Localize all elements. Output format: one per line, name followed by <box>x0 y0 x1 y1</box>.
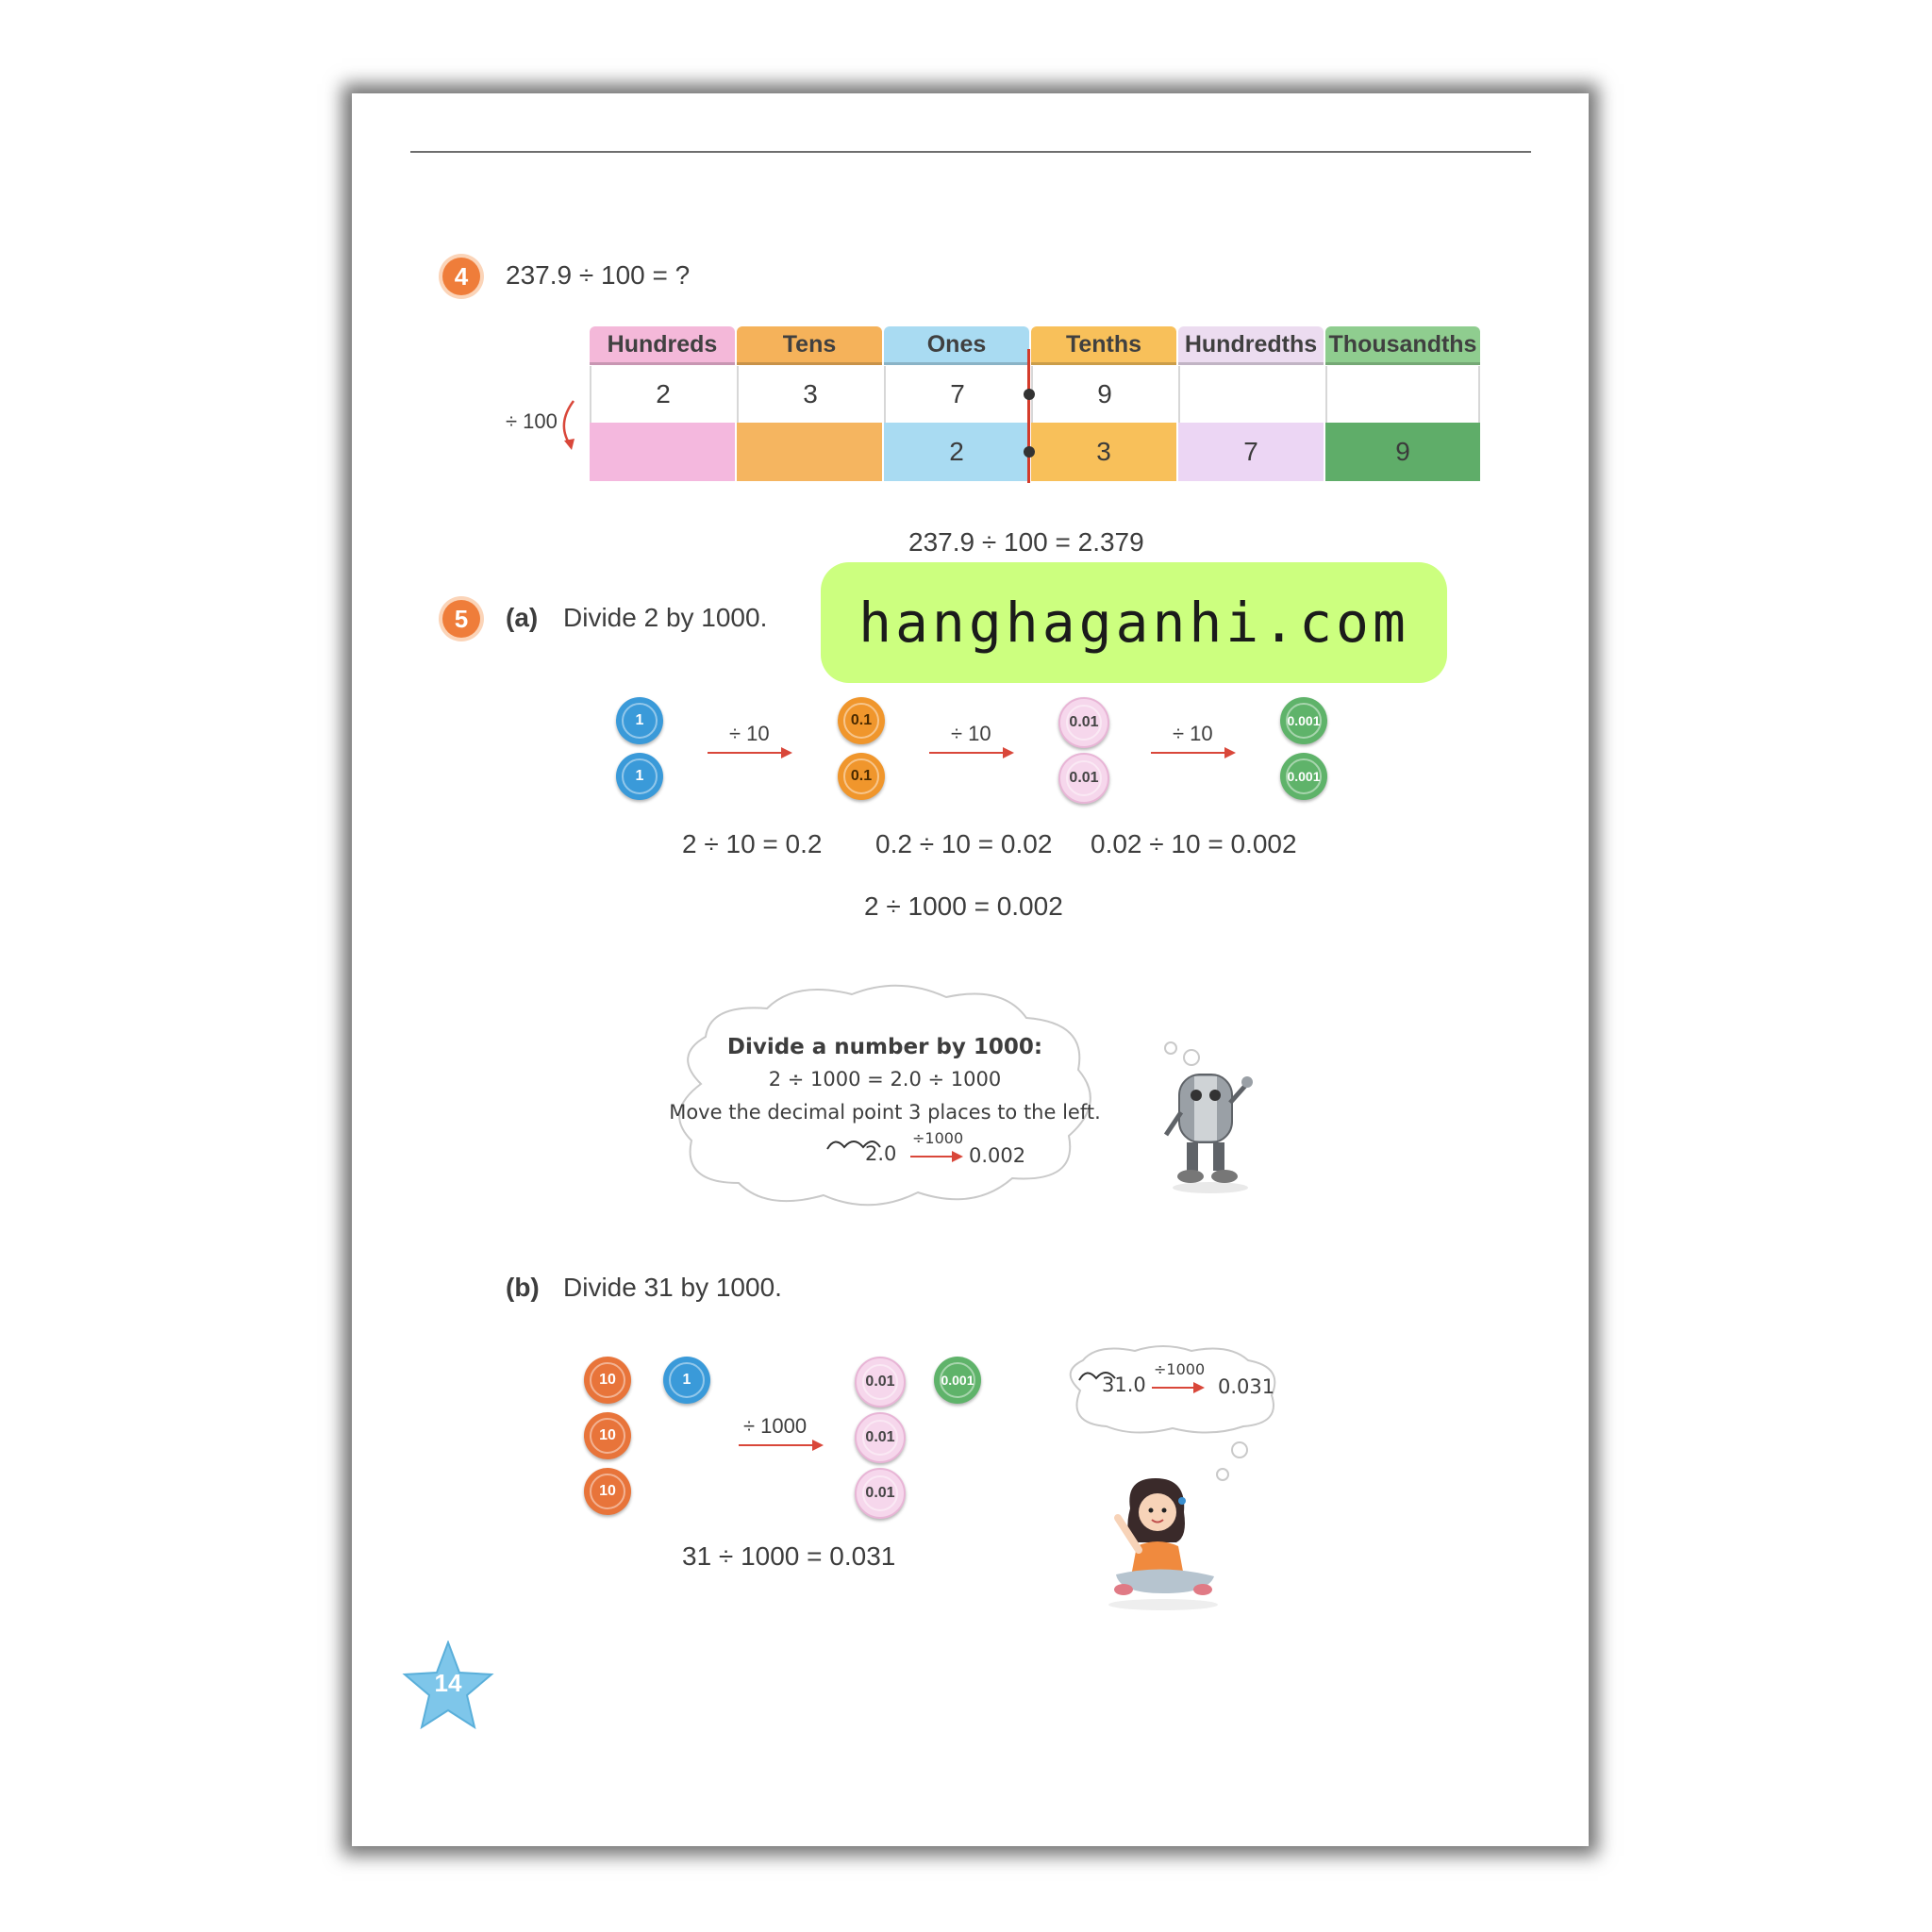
decimal-point-row1 <box>1024 389 1035 400</box>
disc-ten: 10 <box>584 1357 631 1404</box>
disc-thousandth: 0.001 <box>934 1357 981 1404</box>
bubble-op: ÷1000 <box>1154 1360 1206 1378</box>
cell-row1-tenths: 9 <box>1031 366 1176 423</box>
bubble-from: 31.0 <box>1102 1374 1146 1396</box>
cell-row1-tens: 3 <box>737 366 882 423</box>
header-thousandths: Thousandths <box>1325 326 1480 365</box>
cell-row2-tenths: 3 <box>1031 423 1176 481</box>
cell-row2-tens <box>737 423 882 481</box>
disc-ten: 10 <box>584 1412 631 1459</box>
disc-hundredth: 0.01 <box>855 1412 906 1463</box>
divide-1000-label: ÷ 1000 <box>743 1414 808 1438</box>
question-4-text: 237.9 ÷ 100 = ? <box>506 260 691 290</box>
question-5-badge: 5 <box>442 600 480 638</box>
decimal-line <box>1027 349 1030 483</box>
cell-row2-hundredths: 7 <box>1178 423 1324 481</box>
girl-character-icon <box>1097 1471 1229 1612</box>
disc-thousandth: 0.001 <box>1280 753 1327 800</box>
cell-row1-thousandths <box>1325 366 1480 423</box>
cloud-to: 0.002 <box>969 1144 1026 1167</box>
column-tenths <box>1031 326 1176 483</box>
step-label: ÷ 10 <box>1173 722 1213 745</box>
equation-step-2: 0.2 ÷ 10 = 0.02 <box>875 829 1053 858</box>
cloud-line-2: Move the decimal point 3 places to the left. <box>669 1101 1101 1124</box>
header-hundredths: Hundredths <box>1178 326 1324 365</box>
disc-hundredth: 0.01 <box>1058 697 1109 748</box>
question-4-badge: 4 <box>442 258 480 295</box>
header-ones: Ones <box>884 326 1029 365</box>
part-b-label: (b) <box>506 1273 540 1302</box>
arrow-icon <box>1152 1387 1201 1389</box>
top-rule <box>410 151 1531 153</box>
disc-hundredth: 0.01 <box>855 1357 906 1407</box>
curved-arrow-icon <box>555 397 583 454</box>
cell-row2-ones: 2 <box>884 423 1029 481</box>
column-tens <box>737 326 882 483</box>
header-tens: Tens <box>737 326 882 365</box>
question-4-result: 237.9 ÷ 100 = 2.379 <box>908 527 1144 557</box>
place-value-table <box>590 326 1480 483</box>
disc-hundredth: 0.01 <box>855 1468 906 1519</box>
disc-one: 1 <box>616 753 663 800</box>
cell-row1-ones: 7 <box>884 366 1029 423</box>
equation-step-1: 2 ÷ 10 = 0.2 <box>682 829 823 858</box>
disc-tenth: 0.1 <box>838 697 885 744</box>
cloud-op: ÷1000 <box>912 1129 964 1147</box>
step-label: ÷ 10 <box>951 722 991 745</box>
header-tenths: Tenths <box>1031 326 1176 365</box>
disc-ten: 10 <box>584 1468 631 1515</box>
bubble-to: 0.031 <box>1218 1375 1275 1398</box>
watermark-banner: hanghaganhi.com <box>821 562 1447 683</box>
arrow-icon <box>708 752 789 754</box>
column-thousandths <box>1325 326 1480 483</box>
cell-row2-hundreds <box>590 423 735 481</box>
part-a-text: Divide 2 by 1000. <box>563 603 768 632</box>
equation-step-3: 0.02 ÷ 10 = 0.002 <box>1091 829 1297 858</box>
part-a-label: (a) <box>506 603 539 632</box>
cell-row2-thousandths: 9 <box>1325 423 1480 481</box>
arrow-icon <box>739 1444 820 1446</box>
cell-row1-hundreds: 2 <box>590 366 735 423</box>
cloud-line-1: 2 ÷ 1000 = 2.0 ÷ 1000 <box>768 1068 1002 1091</box>
arrow-icon <box>929 752 1010 754</box>
disc-tenth: 0.1 <box>838 753 885 800</box>
arrow-icon <box>910 1156 959 1158</box>
decimal-point-row2 <box>1024 446 1035 458</box>
part-b-result: 31 ÷ 1000 = 0.031 <box>682 1541 896 1571</box>
cell-row1-hundredths <box>1178 366 1324 423</box>
disc-hundredth: 0.01 <box>1058 753 1109 804</box>
cloud-title: Divide a number by 1000: <box>726 1035 1043 1059</box>
textbook-page <box>352 93 1589 1846</box>
step-label: ÷ 10 <box>729 722 770 745</box>
disc-one: 1 <box>616 697 663 744</box>
robot-icon <box>1158 1065 1262 1197</box>
header-hundreds: Hundreds <box>590 326 735 365</box>
disc-one: 1 <box>663 1357 710 1404</box>
column-ones <box>884 326 1029 483</box>
column-hundreds <box>590 326 735 483</box>
equation-total: 2 ÷ 1000 = 0.002 <box>864 891 1063 921</box>
page-number: 14 <box>434 1669 462 1697</box>
divide-100-label: ÷ 100 <box>506 409 558 433</box>
cloud-from: 2.0 <box>865 1142 897 1165</box>
arrow-icon <box>1151 752 1232 754</box>
disc-thousandth: 0.001 <box>1280 697 1327 744</box>
column-hundredths <box>1178 326 1324 483</box>
part-b-text: Divide 31 by 1000. <box>563 1273 782 1302</box>
thought-cloud <box>663 980 1107 1216</box>
